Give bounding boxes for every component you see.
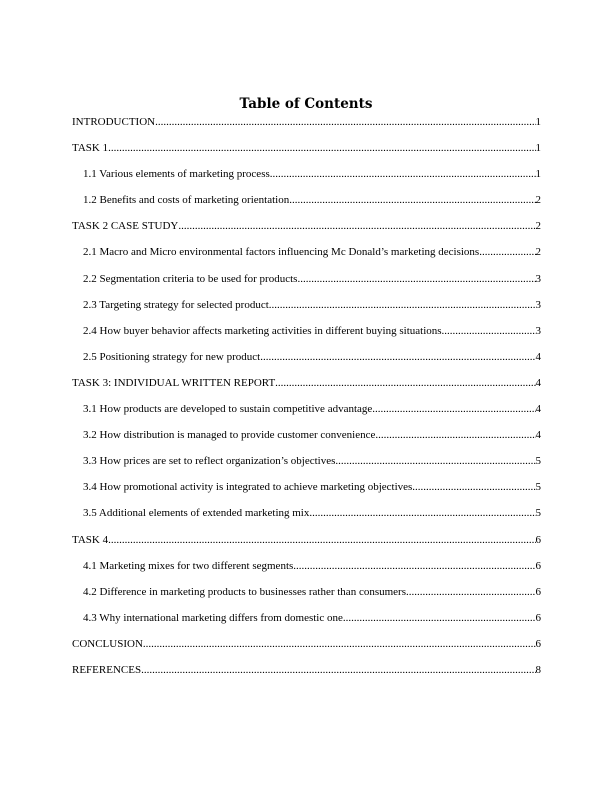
toc-dot-leader (141, 662, 535, 678)
toc-subentry[interactable] (72, 349, 541, 375)
toc-dot-leader (108, 140, 535, 156)
toc-subentry[interactable] (72, 323, 541, 349)
toc-page-number: 6 (535, 611, 541, 624)
toc-dot-leader (270, 166, 536, 182)
toc-dot-leader (309, 505, 535, 521)
toc-page-number: 2 (535, 194, 541, 207)
toc-entry-text: 4.1 Marketing mixes for two different segments (83, 559, 294, 572)
toc-page-number: 1 (535, 116, 541, 128)
toc-entry[interactable] (72, 114, 541, 140)
toc-dot-leader (442, 323, 536, 339)
toc-subentry[interactable] (72, 584, 541, 610)
toc-dot-leader (375, 427, 535, 443)
toc-page-number: 5 (535, 507, 541, 520)
toc-page-number: 6 (535, 559, 541, 572)
toc-dot-leader (293, 558, 535, 574)
toc-entry-text: 3.1 How products are developed to sustain competitive advantage (83, 403, 373, 416)
toc-subentry[interactable] (72, 166, 541, 192)
toc-dot-leader (289, 192, 535, 208)
toc-entry-text: 2.2 Segmentation criteria to be used for products (83, 272, 298, 285)
toc-entry-text: 2.1 Macro and Micro environmental factors influencing Mc Donald’s marketing decisions (83, 246, 480, 259)
toc-page-number: 1 (535, 142, 541, 155)
toc-page-number: 6 (535, 585, 541, 598)
toc-dot-leader (412, 479, 535, 495)
toc-subentry[interactable] (72, 297, 541, 323)
toc-list (72, 114, 541, 688)
toc-subentry[interactable] (72, 192, 541, 218)
toc-entry[interactable] (72, 532, 541, 558)
toc-entry-text: INTRODUCTION (72, 116, 156, 128)
toc-page-number: 2 (535, 246, 541, 259)
toc-page-number: 5 (535, 481, 541, 494)
toc-dot-leader (108, 532, 535, 548)
toc-dot-leader (479, 244, 535, 260)
toc-subentry[interactable] (72, 453, 541, 479)
toc-entry-text: CONCLUSION (72, 637, 143, 650)
toc-entry-text: 2.3 Targeting strategy for selected product (83, 298, 269, 311)
toc-subentry[interactable] (72, 401, 541, 427)
toc-entry[interactable] (72, 636, 541, 662)
toc-dot-leader (269, 297, 536, 313)
toc-subentry[interactable] (72, 427, 541, 453)
toc-page-number: 3 (535, 324, 541, 337)
toc-entry-text: REFERENCES (72, 663, 142, 676)
toc-page-number: 6 (535, 637, 541, 650)
toc-page-number: 4 (535, 403, 541, 416)
toc-dot-leader (335, 453, 535, 469)
toc-entry-text: 3.5 Additional elements of extended marketing mix (83, 507, 310, 520)
toc-dot-leader (406, 584, 536, 600)
toc-title: Table of Contents (239, 96, 373, 112)
toc-entry-text: TASK 1 (72, 142, 109, 155)
toc-entry-text: 1.1 Various elements of marketing process (83, 168, 270, 181)
toc-page-number: 8 (535, 663, 541, 676)
toc-dot-leader (297, 271, 535, 287)
toc-entry[interactable] (72, 218, 541, 244)
toc-page-number: 3 (535, 298, 541, 311)
toc-entry[interactable] (72, 140, 541, 166)
toc-dot-leader (275, 375, 535, 391)
toc-subentry[interactable] (72, 610, 541, 636)
toc-page-number: 6 (535, 533, 541, 546)
toc-page-number: 4 (535, 429, 541, 442)
toc-page-number: 5 (535, 455, 541, 468)
toc-entry[interactable] (72, 662, 541, 688)
toc-entry-text: TASK 3: INDIVIDUAL WRITTEN REPORT (72, 376, 276, 389)
toc-page-number: 3 (535, 272, 541, 285)
toc-dot-leader (143, 636, 536, 652)
toc-page-number: 2 (535, 220, 541, 233)
toc-page-number: 1 (535, 168, 541, 181)
toc-page-number: 4 (535, 376, 541, 389)
toc-dot-leader (178, 218, 535, 234)
toc-entry-text: 2.4 How buyer behavior affects marketing activities in different buying situations (83, 324, 442, 337)
toc-subentry[interactable] (72, 558, 541, 584)
toc-entry-text: TASK 4 (72, 533, 109, 546)
toc-entry[interactable] (72, 375, 541, 401)
toc-subentry[interactable] (72, 244, 541, 270)
toc-subentry[interactable] (72, 505, 541, 531)
toc-entry-text: 1.2 Benefits and costs of marketing orientation (83, 194, 290, 207)
toc-entry-text: 2.5 Positioning strategy for new product (83, 350, 261, 363)
toc-page-number: 4 (535, 350, 541, 363)
toc-entry-text: 3.3 How prices are set to reflect organization’s objectives (83, 455, 336, 468)
toc-entry-text: 4.2 Difference in marketing products to businesses rather than consumers (83, 585, 406, 598)
toc-entry-text: TASK 2 CASE STUDY (72, 220, 179, 233)
toc-dot-leader (372, 401, 535, 417)
toc-subentry[interactable] (72, 271, 541, 297)
toc-subentry[interactable] (72, 479, 541, 505)
toc-dot-leader (260, 349, 535, 365)
toc-entry-text: 3.2 How distribution is managed to provide customer convenience (83, 429, 376, 442)
toc-dot-leader (343, 610, 536, 626)
toc-dot-leader (155, 114, 535, 130)
toc-entry-text: 4.3 Why international marketing differs from domestic one (83, 611, 343, 624)
toc-entry-text: 3.4 How promotional activity is integrated to achieve marketing objectives (83, 481, 413, 494)
